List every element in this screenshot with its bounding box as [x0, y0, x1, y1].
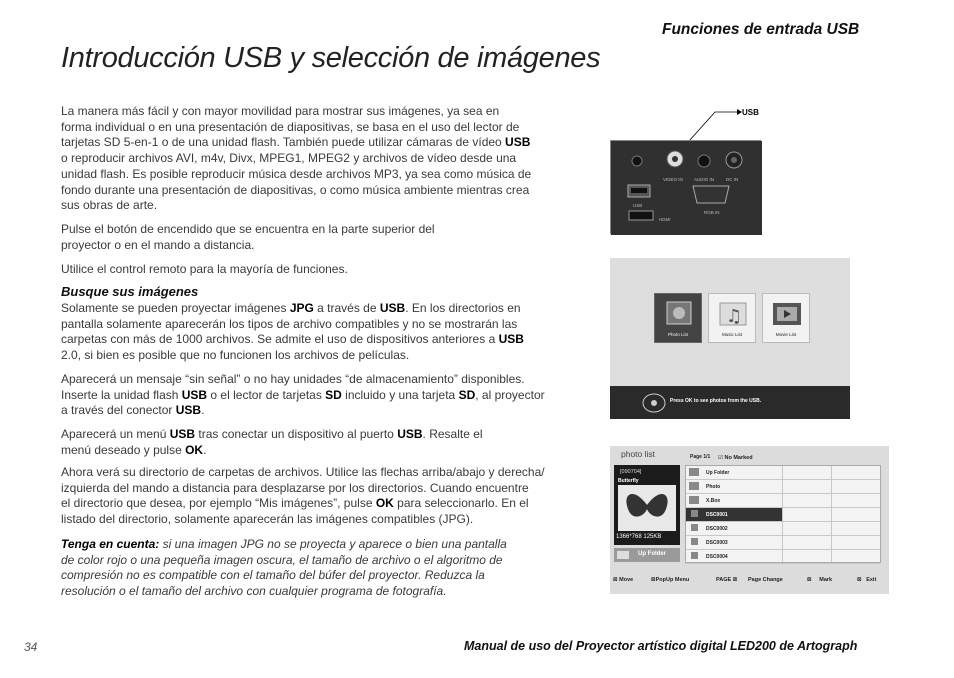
help-text: Mark — [819, 577, 833, 583]
port-label-rgb-in: RGB IN — [704, 210, 720, 215]
menu-paragraph: Aparecerá un menú USB tras conectar un dispositivo al puerto USB. Resalte el menú deseado y pulse OK. — [61, 427, 483, 457]
svg-text:♫: ♫ — [726, 306, 743, 327]
photo-icon — [655, 294, 703, 330]
remote-paragraph: Utilice el control remoto para la mayoría de funciones. — [61, 262, 348, 276]
note-label: Tenga en cuenta: — [61, 537, 160, 551]
file-row[interactable] — [686, 536, 782, 549]
sub-heading: Busque sus imágenes — [61, 284, 199, 299]
browser-title: photo list — [621, 449, 656, 459]
photo-preview — [614, 465, 680, 545]
menu-tile-movie-list[interactable] — [762, 293, 810, 343]
help-text: PopUp Menu — [655, 577, 690, 583]
marked-text: No Marked — [724, 455, 753, 461]
help-page: PAGE ⊠ — [716, 577, 738, 583]
help-popup: ⊠PopUp Menu — [651, 577, 690, 583]
folder-icon — [689, 482, 699, 490]
remote-dpad-icon — [610, 386, 640, 419]
preview-info: 1366*768 125KB — [616, 534, 662, 540]
help-text: PAGE — [716, 577, 732, 583]
note-paragraph — [61, 537, 507, 600]
directory-paragraph: Ahora verá su directorio de carpetas de archivos. Utilice las flechas arriba/abajo y derecha/ izquierda del mando a distancia para desplazarse por los directorios. Cuando encuentre el directorio que desea, por ejemplo “Mis imágenes”, pulse OK para seleccionarlo. En el listado del directorio, solamente aparecerán las imágenes compatibles (JPG). — [61, 465, 545, 527]
butterfly-thumbnail — [614, 465, 680, 545]
file-row[interactable] — [686, 508, 782, 521]
movie-icon — [763, 294, 811, 330]
port-label-dc-in: DC IN — [726, 177, 739, 182]
file-row[interactable] — [686, 494, 782, 507]
music-icon — [709, 294, 757, 330]
image-file-icon — [691, 538, 698, 545]
page-number: 34 — [24, 640, 38, 654]
menu-tile-label: Movie List — [775, 332, 797, 337]
menu-tile-music-list[interactable] — [708, 293, 756, 343]
up-folder-icon — [614, 548, 632, 562]
port-label-hdmi: HDMI — [659, 217, 671, 222]
up-folder-label: Up Folder — [638, 551, 666, 557]
grid-divider — [686, 563, 880, 564]
preview-name: Butterfly — [618, 478, 639, 484]
menu-tile-label: Photo List — [667, 332, 688, 337]
folder-icon — [689, 468, 699, 476]
help-move: ⊠ Move — [613, 577, 634, 583]
file-row[interactable] — [686, 522, 782, 535]
help-page-change — [748, 577, 783, 583]
port-label-video-in: VIDEO IN — [663, 177, 683, 182]
up-folder-button[interactable] — [614, 548, 680, 562]
usb-menu-hint: Press OK to see photos from the USB. — [670, 398, 762, 404]
footer-manual-title: Manual de uso del Proyector artístico digital LED200 de Artograph — [464, 639, 858, 653]
connector-panel — [611, 141, 762, 235]
preview-tag: [090704] — [620, 469, 642, 475]
browser-page-indicator: Page 1/1 — [690, 454, 711, 460]
menu-tile-photo-list[interactable] — [654, 293, 702, 343]
file-row-label: DSC0002 — [706, 526, 728, 532]
help-text: Exit — [866, 577, 877, 583]
folder-icon — [689, 496, 699, 504]
help-mark: ⊠ Mark — [807, 577, 833, 583]
usb-callout-label: USB — [742, 108, 759, 117]
power-paragraph: Pulse el botón de encendido que se encuentra en la parte superior del proyector o en el mando a distancia. — [61, 222, 435, 252]
grid-divider — [782, 466, 783, 562]
file-row[interactable] — [686, 466, 782, 479]
page-title: Introducción USB y selección de imágenes — [61, 42, 601, 74]
port-label-usb: USB — [633, 203, 643, 208]
intro-paragraph: La manera más fácil y con mayor movilidad para mostrar sus imágenes, ya sea en forma individual o en una presentación de diapositivas, se basa en el uso del lector de tarjetas SD 5-en-1 o de una unidad flash. También puede utilizar cámaras de vídeo USB o reproducir archivos AVI, m4v, Divx, MPEG1, MPEG2 y archivos de vídeo desde una unidad flash. Es posible reproducir música desde archivos MP3, ya sea como música de fondo durante una presentación de diapositivas, o como música ambiente mientras crea sus obras de arte. — [61, 104, 532, 213]
browser-marked-status: ☑ No Marked — [718, 455, 753, 461]
grid-divider — [831, 466, 832, 562]
help-exit: ⊠ Exit — [857, 577, 877, 583]
file-row-label: DSC0001 — [706, 512, 728, 518]
help-text: Move — [619, 577, 634, 583]
insert-paragraph: Aparecerá un mensaje “sin señal” o no hay unidades “de almacenamiento” disponibles. Inserte la unidad flash USB o el lector de tarjetas SD incluido y una tarjeta SD, al proyector a través del conector USB. — [61, 372, 545, 418]
file-row[interactable] — [686, 550, 782, 563]
note-text: si una imagen JPG no se proyecta y aparece o bien una pantalla de color rojo o una pequeña imagen oscura, el tamaño de archivo o el algoritmo de compresión no es compatible con el tamaño del búfer del proyector. Reduzca la resolución o el tamaño del archivo con cualquier programa de fotografía. — [61, 537, 507, 599]
image-file-icon — [691, 510, 698, 517]
dpad-icon — [642, 392, 666, 414]
file-row-label: X.Box — [706, 498, 721, 504]
file-row-label: DSC0004 — [706, 554, 728, 560]
section-heading: Funciones de entrada USB — [662, 21, 860, 38]
help-text: Page Change — [748, 577, 783, 583]
image-file-icon — [691, 552, 698, 559]
port-label-audio-in: AUDIO IN — [694, 177, 715, 182]
file-row-label: Photo — [706, 484, 721, 490]
jpg-paragraph: Solamente se pueden proyectar imágenes JPG a través de USB. En los directorios en pantalla solamente aparecerán los tipos de archivo compatibles y no se mostrarán las carpetas con más de 1000 archivos. Se admite el uso de dispositivos anteriores a USB 2.0, si bien es posible que no funcionen los archivos de películas. — [61, 301, 524, 363]
file-row-label: Up Folder — [706, 470, 730, 476]
file-row-label: DSC0003 — [706, 540, 728, 546]
connector-photo — [610, 140, 761, 234]
menu-tile-label: Music List — [721, 332, 742, 337]
image-file-icon — [691, 524, 698, 531]
file-row[interactable] — [686, 480, 782, 493]
